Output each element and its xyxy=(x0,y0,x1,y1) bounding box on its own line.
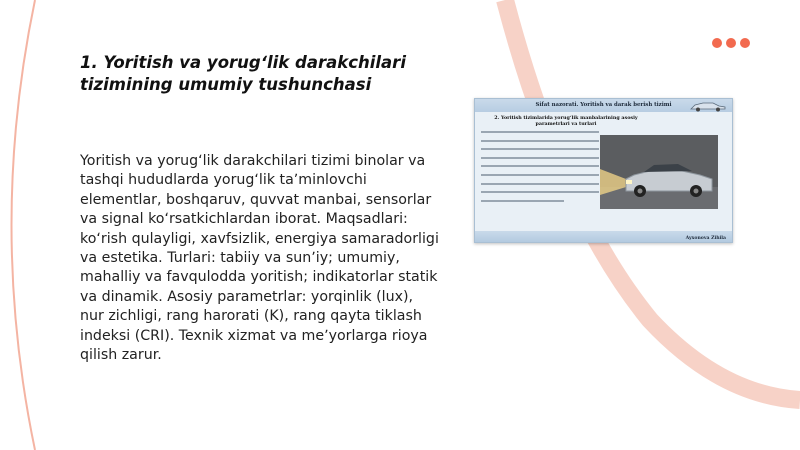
three-dots-icon xyxy=(712,38,750,48)
text-line xyxy=(481,200,564,202)
dot xyxy=(712,38,722,48)
thumbnail-header: Sifat nazorati. Yoritish va darak berish tizimi xyxy=(475,99,732,112)
title-line-1: 1. Yoritish va yorugʻlik darakchilari xyxy=(80,53,406,72)
left-arc xyxy=(12,0,36,450)
text-line xyxy=(481,165,599,167)
text-line xyxy=(481,191,599,193)
slide-thumbnail xyxy=(474,98,733,243)
slide-title xyxy=(80,52,460,96)
car-icon xyxy=(689,100,727,112)
text-line xyxy=(481,140,599,142)
thumbnail-footer xyxy=(475,231,732,242)
title-line-2: tizimining umumiy tushunchasi xyxy=(80,75,372,94)
thumbnail-subtitle: 2. Yoritish tizimlarida yorugʻlik manbalarining asosiy parametrlari va turlari xyxy=(494,115,638,127)
text-line xyxy=(481,183,599,185)
thumbnail-text-block xyxy=(481,131,599,208)
text-line xyxy=(481,174,599,176)
text-line xyxy=(481,157,599,159)
body-paragraph: Yoritish va yorugʻlik darakchilari tizimi binolar va tashqi hududlarda yorugʻlik taʼminlovchi elementlar, boshqaruv, quvvat manbai, sensorlar va signal koʻrsatkichlardan iborat. Maqsadlari: koʻrish qulayligi, xavfsizlik, energiya samaradorligi va estetika. Turlari: tabiiy va sunʼiy; umumiy, mahalliy va favqulodda yoritish; indikatorlar statik va dinamik. Asosiy parametrlar: yorqinlik (lux), nur zichligi, rang harorati (K), rang qayta tiklash indeksi (CRI). Texnik xizmat va meʼyorlarga rioya qilish zarur. xyxy=(80,153,439,364)
dot xyxy=(740,38,750,48)
car-headlight-image xyxy=(600,135,718,209)
dot xyxy=(726,38,736,48)
thumbnail-author: Ayxonova Zihila xyxy=(685,236,726,241)
text-line xyxy=(481,131,599,133)
text-line xyxy=(481,148,599,150)
